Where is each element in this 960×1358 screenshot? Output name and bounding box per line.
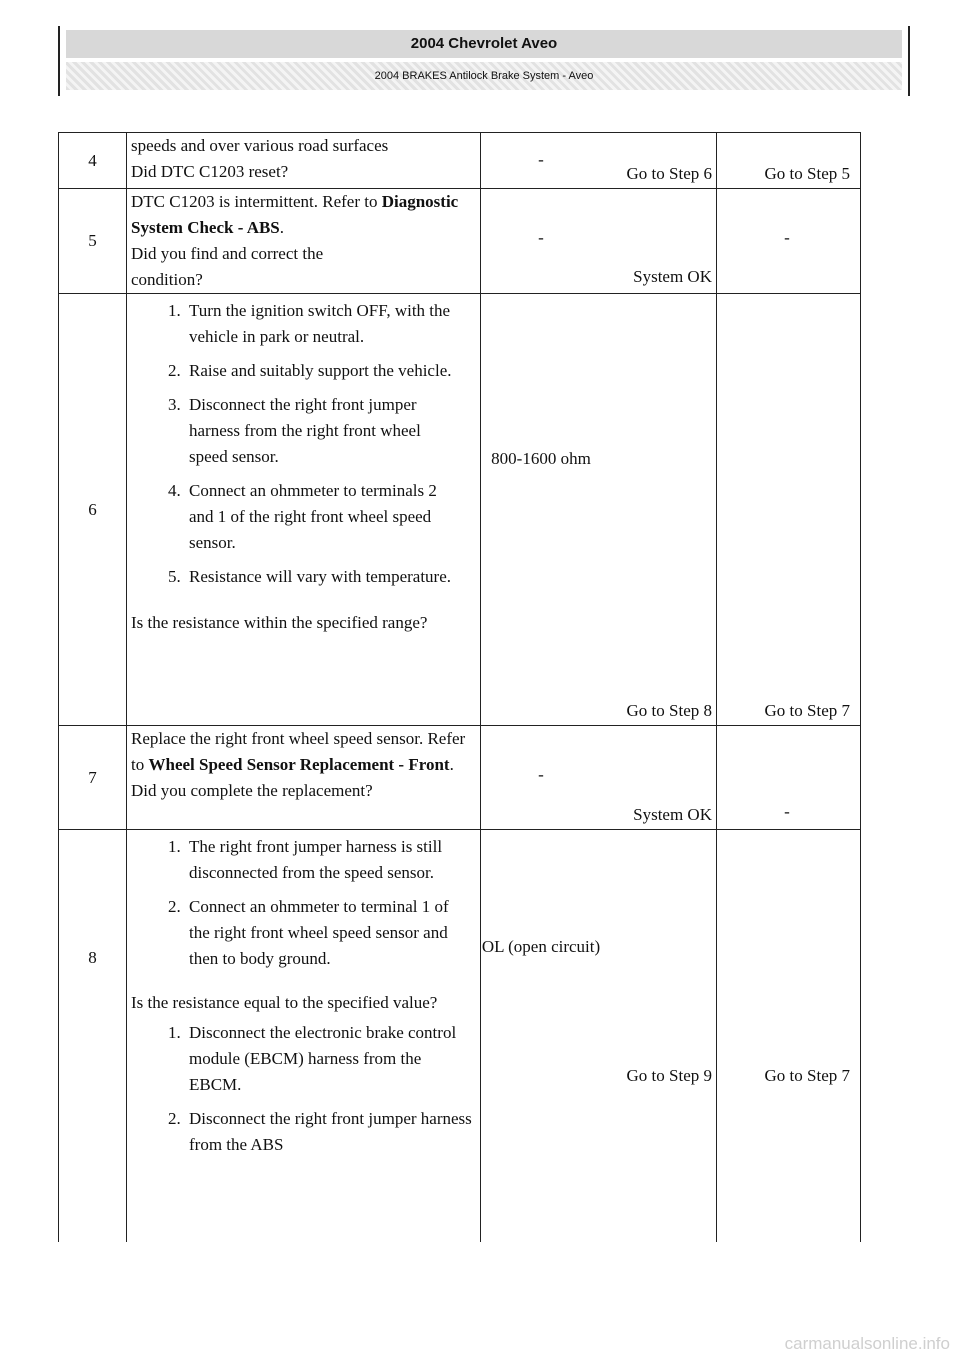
action-cell bbox=[127, 294, 481, 726]
step-number: 8 bbox=[59, 830, 127, 1242]
value-cell bbox=[481, 133, 717, 189]
table-row bbox=[59, 726, 861, 830]
value-text: 800-1600 ohm bbox=[491, 449, 591, 468]
action-text: speeds and over various road surfaces bbox=[131, 136, 389, 155]
action-cell bbox=[127, 830, 481, 1242]
table-row bbox=[59, 133, 861, 189]
no-action: - bbox=[784, 802, 790, 821]
list-item: 1. Turn the ignition switch OFF, with the vehicle in park or neutral. bbox=[185, 298, 456, 350]
yes-action: System OK bbox=[633, 805, 712, 824]
procedure-list bbox=[131, 834, 476, 972]
table-row bbox=[59, 294, 861, 726]
value-cell bbox=[481, 830, 717, 1242]
action-post: . bbox=[449, 755, 454, 774]
table-row bbox=[59, 189, 861, 294]
step-number: 5 bbox=[59, 189, 127, 294]
diagnostic-table bbox=[58, 132, 861, 1242]
no-action: Go to Step 7 bbox=[764, 1066, 850, 1085]
action-cell bbox=[127, 133, 481, 189]
action-cell bbox=[127, 189, 481, 294]
header-subtitle: 2004 BRAKES Antilock Brake System - Aveo bbox=[66, 62, 902, 90]
list-item: 1. The right front jumper harness is still disconnected from the speed sensor. bbox=[185, 834, 472, 886]
value-cell bbox=[481, 726, 717, 830]
action-question: Did you find and correct the condition? bbox=[131, 244, 324, 289]
value-cell bbox=[481, 294, 717, 726]
action-question: Did you complete the replacement? bbox=[131, 781, 373, 800]
action-pre: Replace the right front wheel speed sensor. Refer to bbox=[131, 729, 466, 774]
action-text bbox=[131, 726, 476, 778]
action-post: . bbox=[279, 218, 285, 237]
list-item: 2. Raise and suitably support the vehicle. bbox=[185, 358, 456, 384]
value-text: - bbox=[538, 765, 544, 784]
value-text: - bbox=[538, 150, 544, 169]
no-action: Go to Step 5 bbox=[764, 164, 850, 183]
page-header bbox=[58, 26, 910, 96]
yes-action: Go to Step 9 bbox=[626, 1066, 712, 1085]
list-item: 3. Disconnect the right front jumper harness from the right front wheel speed sensor. bbox=[185, 392, 456, 470]
header-title: 2004 Chevrolet Aveo bbox=[66, 30, 902, 58]
no-action: Go to Step 7 bbox=[764, 701, 850, 720]
table-row bbox=[59, 830, 861, 1242]
action-question: Is the resistance equal to the specified value? bbox=[131, 993, 438, 1012]
action-cell bbox=[127, 726, 481, 830]
no-action: - bbox=[784, 228, 790, 247]
value-text: OL (open circuit) bbox=[481, 937, 601, 956]
yes-action: Go to Step 6 bbox=[626, 164, 712, 183]
action-pre: DTC C1203 is intermittent. Refer to bbox=[131, 192, 382, 211]
action-question: Is the resistance within the specified range? bbox=[131, 613, 428, 632]
action-question: Did DTC C1203 reset? bbox=[131, 162, 289, 181]
yes-action: System OK bbox=[633, 267, 712, 286]
value-cell bbox=[481, 189, 717, 294]
step-number: 4 bbox=[59, 133, 127, 189]
watermark: carmanualsonline.info bbox=[784, 1334, 950, 1353]
no-cell bbox=[717, 830, 861, 1242]
list-item: 1. Disconnect the electronic brake control module (EBCM) harness from the EBCM. bbox=[185, 1020, 476, 1098]
procedure-list-2 bbox=[131, 1020, 476, 1158]
no-cell bbox=[717, 133, 861, 189]
step-number: 7 bbox=[59, 726, 127, 830]
list-item: 4. Connect an ohmmeter to terminals 2 and 1 of the right front wheel speed sensor. bbox=[185, 478, 456, 556]
action-text bbox=[131, 189, 476, 241]
list-item: 2. Disconnect the right front jumper harness from the ABS bbox=[185, 1106, 476, 1158]
no-cell bbox=[717, 294, 861, 726]
procedure-list bbox=[131, 298, 476, 590]
diagnostic-check-link[interactable]: Diagnostic System Check - ABS bbox=[131, 192, 459, 237]
yes-action: Go to Step 8 bbox=[626, 701, 712, 720]
step-number: 6 bbox=[59, 294, 127, 726]
value-text: - bbox=[538, 228, 544, 247]
wheel-speed-sensor-link[interactable]: Wheel Speed Sensor Replacement - Front bbox=[148, 755, 450, 774]
no-cell bbox=[717, 189, 861, 294]
no-cell bbox=[717, 726, 861, 830]
list-item: 2. Connect an ohmmeter to terminal 1 of the right front wheel speed sensor and then to body ground. bbox=[185, 894, 472, 972]
list-item: 5. Resistance will vary with temperature. bbox=[185, 564, 456, 590]
